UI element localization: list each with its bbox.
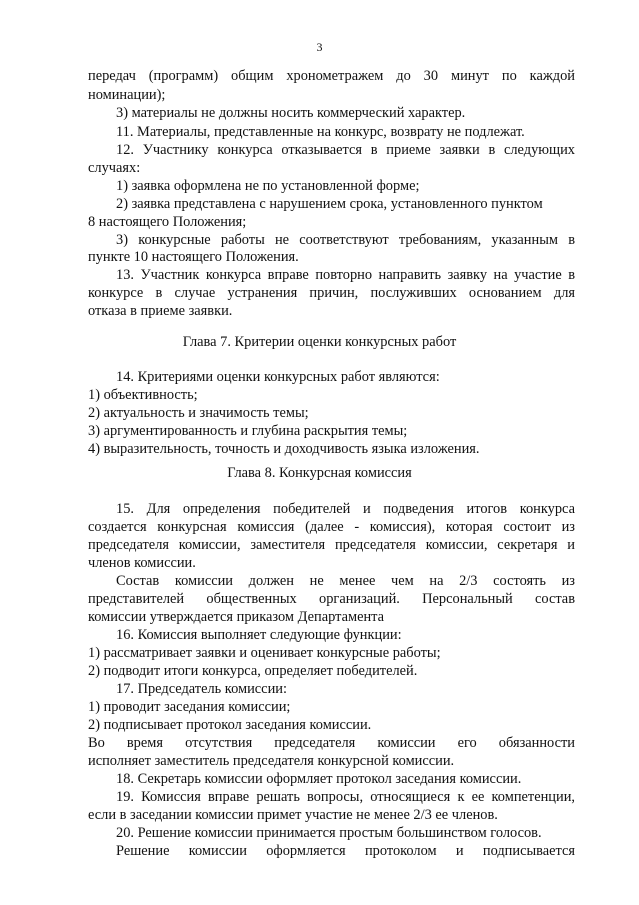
text-line: 20. Решение комиссии принимается простым большинством голосов. xyxy=(116,825,542,841)
text-line: 18. Секретарь комиссии оформляет протокол заседания комиссии. xyxy=(116,771,522,787)
text-line: 16. Комиссия выполняет следующие функции: xyxy=(116,627,402,643)
text-line: если в заседании комиссии примет участие не менее 2/3 ее членов. xyxy=(88,807,498,823)
text-line: отказа в приеме заявки. xyxy=(88,303,233,319)
text-line: 12. Участнику конкурса отказывается в приеме заявки в следующих xyxy=(116,142,575,158)
chapter-heading: Глава 8. Конкурсная комиссия xyxy=(227,465,412,481)
page-number: 3 xyxy=(316,40,323,54)
text-line: 14. Критериями оценки конкурсных работ являются: xyxy=(116,369,440,385)
text-line: 1) рассматривает заявки и оценивает конкурсные работы; xyxy=(88,645,441,661)
text-line: 3) материалы не должны носить коммерческий характер. xyxy=(116,105,466,121)
text-line: 8 настоящего Положения; xyxy=(88,214,247,230)
text-line: председателя комиссии, заместителя председателя комиссии, секретаря и xyxy=(88,537,575,553)
text-line: Во время отсутствия председателя комиссии его обязанности xyxy=(88,735,575,751)
text-line: 1) заявка оформлена не по установленной форме; xyxy=(116,178,420,194)
text-line: членов комиссии. xyxy=(88,555,196,571)
text-line: конкурсе в случае устранения причин, послуживших основанием для xyxy=(88,285,575,301)
text-line: 3) аргументированность и глубина раскрытия темы; xyxy=(88,423,408,439)
text-line: 2) заявка представлена с нарушением срока, установленного пунктом xyxy=(116,196,543,212)
text-line: 19. Комиссия вправе решать вопросы, относящиеся к ее компетенции, xyxy=(116,789,575,805)
text-line: 4) выразительность, точность и доходчивость языка изложения. xyxy=(88,441,480,457)
text-line: Решение комиссии оформляется протоколом и подписывается xyxy=(116,843,575,859)
text-line: 2) подводит итоги конкурса, определяет победителей. xyxy=(88,663,418,679)
text-line: 13. Участник конкурса вправе повторно направить заявку на участие в xyxy=(116,267,575,283)
text-line: пункте 10 настоящего Положения. xyxy=(88,249,299,265)
text-line: 1) проводит заседания комиссии; xyxy=(88,699,291,715)
text-line: 2) актуальность и значимость темы; xyxy=(88,405,309,421)
text-line: номинации); xyxy=(88,87,166,103)
text-line: представителей общественных организаций. Персональный состав xyxy=(88,591,575,607)
text-line: передач (программ) общим хронометражем до 30 минут по каждой xyxy=(88,68,575,84)
text-line: создается конкурсная комиссия (далее - комиссия), которая состоит из xyxy=(88,519,575,535)
text-line: Состав комиссии должен не менее чем на 2/3 состоять из xyxy=(116,573,575,589)
text-line: 2) подписывает протокол заседания комиссии. xyxy=(88,717,372,733)
text-line: комиссии утверждается приказом Департамента xyxy=(88,609,385,625)
chapter-heading: Глава 7. Критерии оценки конкурсных работ xyxy=(182,334,457,350)
text-line: 11. Материалы, представленные на конкурс, возврату не подлежат. xyxy=(116,124,525,140)
text-line: 15. Для определения победителей и подведения итогов конкурса xyxy=(116,501,575,517)
text-line: случаях: xyxy=(88,160,141,176)
text-line: исполняет заместитель председателя конкурсной комиссии. xyxy=(88,753,455,769)
text-line: 3) конкурсные работы не соответствуют требованиям, указанным в xyxy=(116,232,575,248)
text-line: 17. Председатель комиссии: xyxy=(116,681,287,697)
text-line: 1) объективность; xyxy=(88,387,198,403)
